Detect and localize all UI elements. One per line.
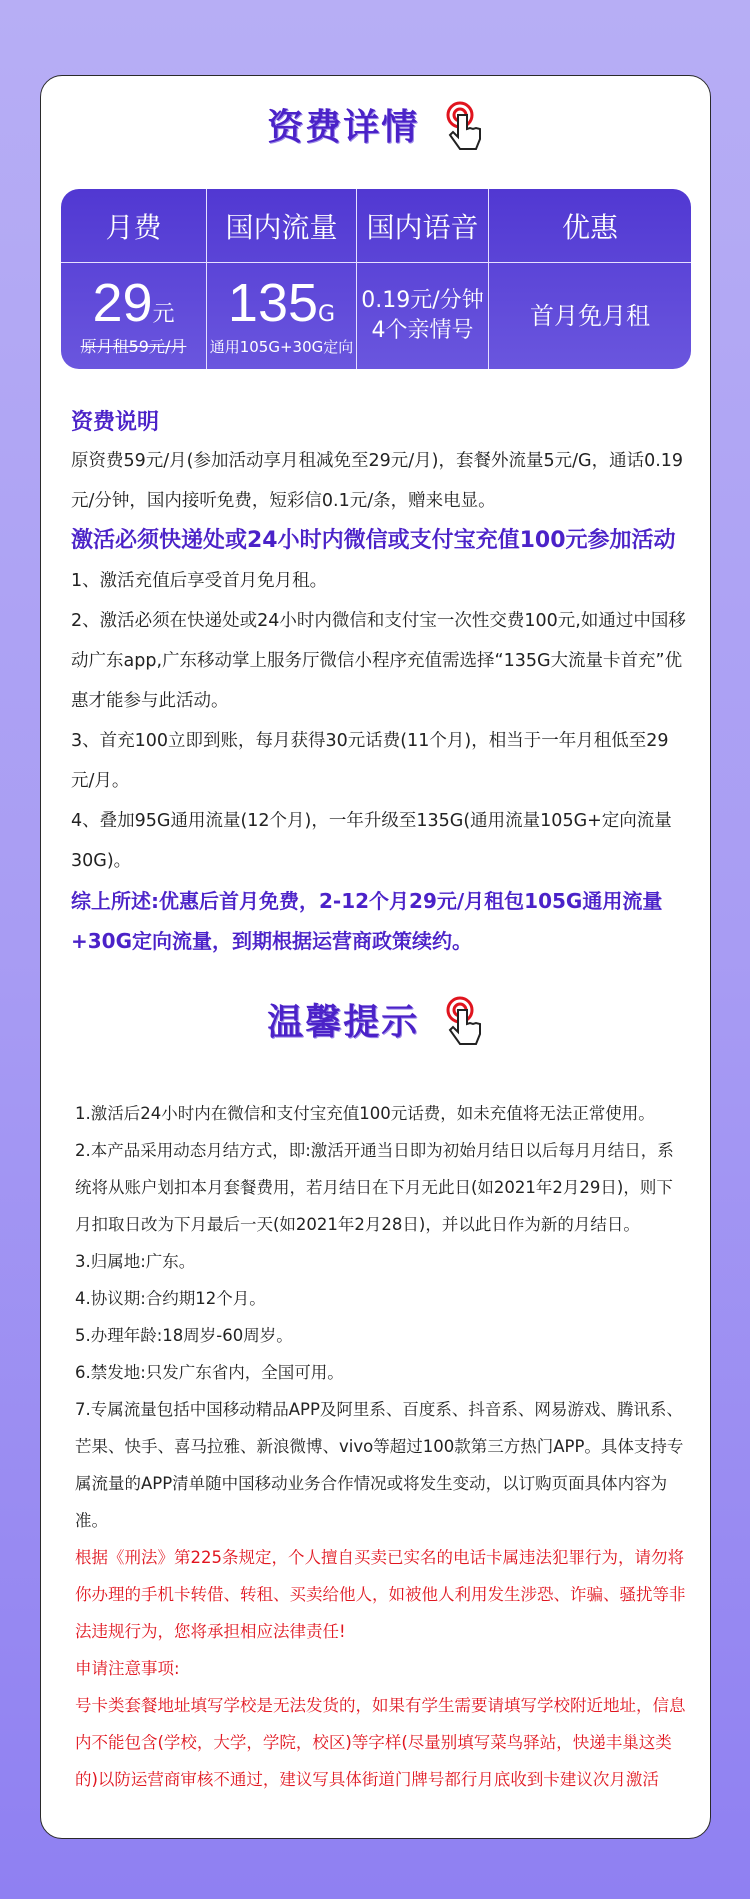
tip-item: 1.激活后24小时内在微信和支付宝充值100元话费，如未充值将无法正常使用。 (75, 1104, 655, 1123)
fee-description-title: 资费说明 (71, 410, 160, 435)
data-amount: 135 (227, 272, 319, 333)
voice-rate: 0.19元/分钟 (361, 288, 484, 313)
data-unit: G (318, 301, 336, 327)
activation-heading: 激活必须快递处或24小时内微信或支付宝充值100元参加活动 (71, 528, 676, 553)
tip-item: 5.办理年龄:18周岁-60周岁。 (75, 1326, 293, 1345)
pointing-hand-icon (444, 996, 484, 1052)
tips-section (75, 1095, 687, 1798)
description-item: 4、叠加95G通用流量(12个月)，一年升级至135G(通用流量105G+定向流量30G)。 (71, 811, 672, 871)
header-domestic-data: 国内流量 (207, 189, 357, 263)
voice-cell (357, 263, 489, 369)
description-item: 3、首充100立即到账，每月获得30元话费(11个月)，相当于一年月租低至29元/月。 (71, 731, 669, 791)
tip-item: 4.协议期:合约期12个月。 (75, 1289, 266, 1308)
notice-text: 号卡类套餐地址填写学校是无法发货的，如果有学生需要请填写学校附近地址，信息内不能包含(学校，大学，学院，校区)等字样(尽量别填写菜鸟驿站，快递丰巢这类的)以防运营商审核不通过，建议写具体街道门牌号都行月底收到卡建议次月激活 (75, 1696, 686, 1789)
family-numbers: 4个亲情号 (371, 318, 474, 343)
fee-details-heading (41, 96, 710, 160)
pointing-hand-icon (444, 101, 484, 157)
data-cell (207, 263, 357, 369)
header-monthly-fee: 月费 (61, 189, 207, 263)
description-item: 1、激活充值后享受首月免月租。 (71, 571, 328, 591)
description-item: 2、激活必须在快递处或24小时内微信和支付宝一次性交费100元,如通过中国移动广东app,广东移动掌上服务厅微信小程序充值需选择“135G大流量卡首充”优惠才能参与此活动。 (71, 611, 686, 711)
tip-item: 6.禁发地:只发广东省内，全国可用。 (75, 1363, 344, 1382)
tip-item: 7.专属流量包括中国移动精品APP及阿里系、百度系、抖音系、网易游戏、腾讯系、芒果、快手、喜马拉雅、新浪微博、vivo等超过100款第三方热门APP。具体支持专属流量的APP清单随中国移动业务合作情况或将发生变动，以订购页面具体内容为准。 (75, 1400, 684, 1530)
offer-cell (489, 263, 691, 369)
offer-text: 首月免月租 (530, 302, 650, 330)
legal-warning: 根据《刑法》第225条规定，个人擅自买卖已实名的电话卡属违法犯罪行为，请勿将你办理的手机卡转借、转租、买卖给他人，如被他人利用发生涉恐、诈骗、骚扰等非法违规行为，您将承担相应法律责任! (75, 1548, 686, 1641)
original-price: 原月租59元/月 (80, 336, 187, 356)
fee-description-text: 原资费59元/月(参加活动享月租减免至29元/月)，套餐外流量5元/G，通话0.19元/分钟，国内接听免费，短彩信0.1元/条，赠来电显。 (71, 451, 684, 511)
tip-item: 2.本产品采用动态月结方式，即:激活开通当日即为初始月结日以后每月月结日，系统将从账户划扣本月套餐费用，若月结日在下月无此日(如2021年2月29日)，则下月扣取日改为下月最后一天(如2021年2月28日)，并以此日作为新的月结日。 (75, 1141, 674, 1234)
header-domestic-voice: 国内语音 (357, 189, 489, 263)
tip-item: 3.归属地:广东。 (75, 1252, 196, 1271)
header-offer: 优惠 (489, 189, 691, 263)
tips-heading (41, 991, 710, 1055)
fee-description-section (71, 405, 691, 961)
content-card (40, 75, 711, 1839)
monthly-price: 29 (92, 272, 153, 333)
fee-table (61, 189, 691, 369)
summary-text: 综上所述:优惠后首月免费，2-12个月29元/月租包105G通用流量+30G定向流量，到期根据运营商政策续约。 (71, 889, 663, 953)
heading-text: 资费详情 (267, 107, 420, 148)
notice-title: 申请注意事项: (75, 1659, 180, 1678)
monthly-fee-cell (61, 263, 207, 369)
heading-text: 温馨提示 (267, 1002, 420, 1043)
price-unit: 元 (152, 301, 175, 327)
data-detail: 通用105G+30G定向 (209, 337, 354, 356)
